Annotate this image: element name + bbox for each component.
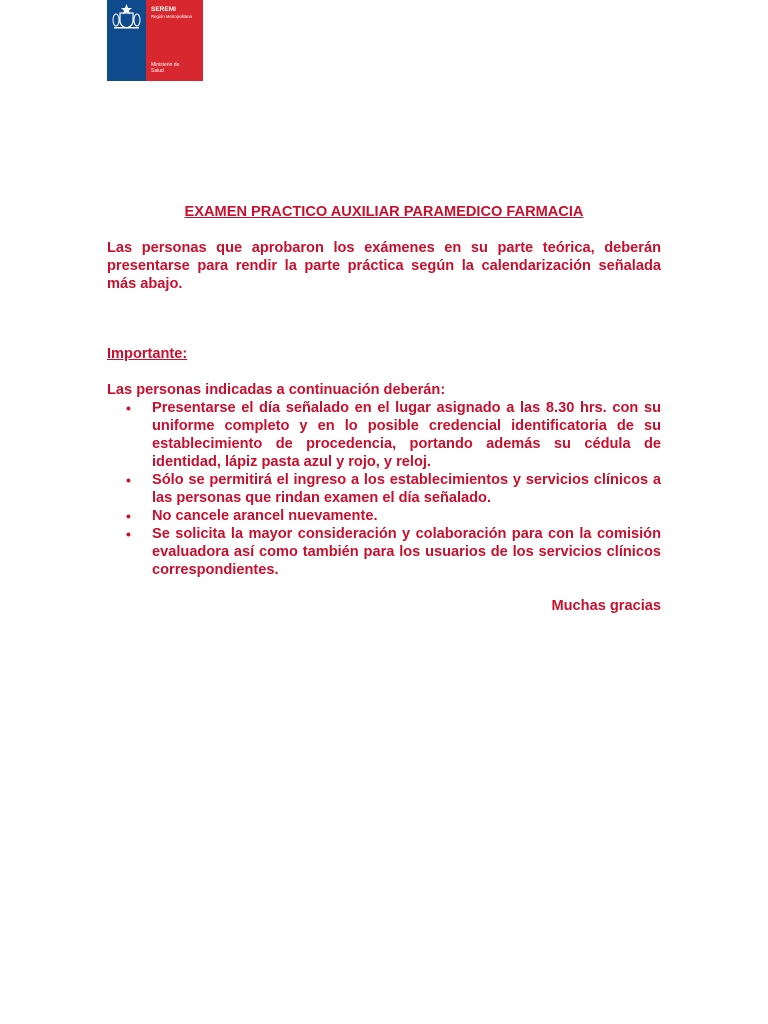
logo-region-text: Región Metropolitana [151, 14, 192, 19]
list-item [107, 399, 661, 471]
list-item [107, 471, 661, 507]
bullet-icon: • [126, 526, 131, 542]
document-body [107, 203, 661, 615]
logo-ministerio-text: Ministerio de [151, 62, 180, 68]
list-intro: Las personas indicadas a continuación deberán: [107, 382, 446, 398]
logo-blue-panel [107, 0, 146, 81]
coat-of-arms-icon [111, 3, 142, 30]
list-item-text: Presentarse el día señalado en el lugar asignado a las 8.30 hrs. con su uniforme completo y en lo posible credencial identificatoria de su establecimiento de procedencia, portando además su cédula de identidad, lápiz pasta azul y rojo, y reloj. [152, 400, 661, 470]
document-title: EXAMEN PRACTICO AUXILIAR PARAMEDICO FARMACIA [184, 204, 584, 220]
seremi-logo [107, 0, 203, 81]
instructions-list [107, 399, 661, 579]
logo-red-panel [146, 0, 203, 81]
logo-salud-text: Salud [151, 68, 164, 74]
intro-paragraph: Las personas que aprobaron los exámenes en su parte teórica, deberán presentarse para rendir la parte práctica según la calendarización señalada más abajo. [107, 240, 661, 292]
bullet-icon: • [126, 400, 131, 416]
list-item-text: No cancele arancel nuevamente. [152, 508, 378, 524]
list-item [107, 525, 661, 579]
bullet-icon: • [126, 508, 131, 524]
important-heading: Importante: [107, 346, 188, 362]
bullet-icon: • [126, 472, 131, 488]
list-item-text: Se solicita la mayor consideración y colaboración para con la comisión evaluadora así como también para los usuarios de los servicios clínicos correspondientes. [152, 526, 661, 578]
list-item-text: Sólo se permitirá el ingreso a los establecimientos y servicios clínicos a las personas que rindan examen el día señalado. [152, 472, 661, 506]
closing-text: Muchas gracias [551, 598, 661, 614]
list-item [107, 507, 661, 525]
logo-seremi-text: SEREMI [151, 6, 176, 13]
